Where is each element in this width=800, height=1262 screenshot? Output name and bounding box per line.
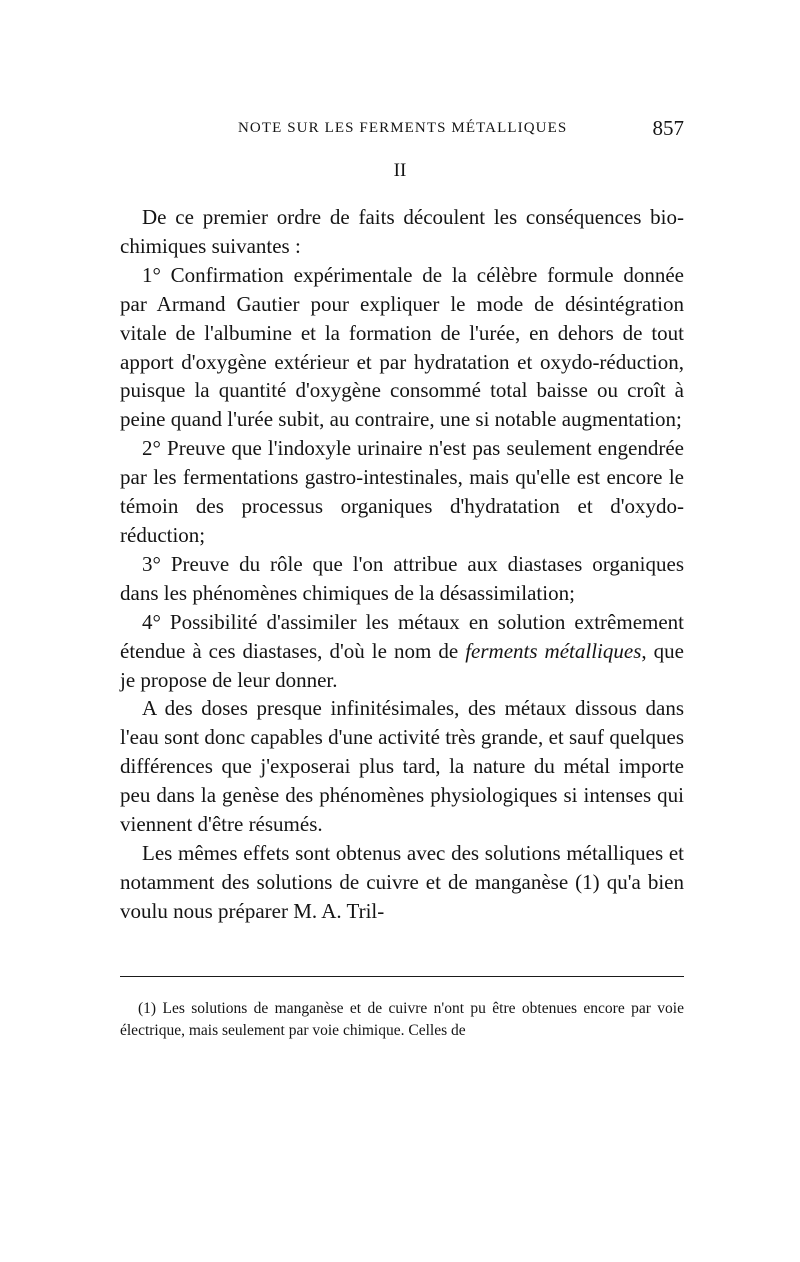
item-4-text-end: , que je propose de leur donner.: [120, 638, 684, 692]
item-4-italic-term: ferments métalliques: [465, 638, 642, 663]
footnote: (1) Les solutions de manganèse et de cuivre n'ont pu être obtenues encore par voie électrique, mais seulement par voie chimique. Celles de: [120, 1000, 684, 1039]
page-number: 857: [652, 116, 684, 140]
paragraph-item-3: 3° Preuve du rôle que l'on attribue aux diastases organiques dans les phénomènes chimiques de la désassimilation;: [120, 551, 684, 605]
paragraph-doses: A des doses presque infinitésimales, des métaux dissous dans l'eau sont donc capables d'une activité très grande, et sauf quelques différences que j'exposerai plus tard, la nature du métal importe peu dans la genèse des phénomènes physiologiques si intenses qui viennent d'être résumés.: [120, 696, 684, 837]
paragraph-item-1: 1° Confirmation expérimentale de la célèbre formule donnée par Armand Gautier pour expliquer le mode de désintégration vitale de l'albumine et la formation de l'urée, en dehors de tout apport d'oxygène extérieur et par hydratation et oxydo-réduction, puisque la quantité d'oxygène consommé total baisse ou croît à peine quand l'urée subit, au contraire, une si notable augmentation;: [120, 262, 684, 432]
running-head: [120, 116, 684, 142]
footnote-rule: [120, 976, 684, 977]
paragraph-effets: Les mêmes effets sont obtenus avec des solutions métalliques et notamment des solutions de cuivre et de manganèse (1) qu'a bien voulu nous préparer M. A. Tril-: [120, 840, 684, 923]
paragraph-item-2: 2° Preuve que l'indoxyle urinaire n'est pas seulement engendrée par les fermentations gastro-intestinales, mais qu'elle est encore le témoin des processus organiques d'hydratation et d'oxydo-réduction;: [120, 436, 684, 547]
paragraph-item-4: [120, 608, 684, 695]
running-title: NOTE SUR LES FERMENTS MÉTALLIQUES: [238, 120, 568, 136]
section-number: II: [393, 160, 407, 181]
body-text: [120, 203, 684, 926]
paragraph-intro: De ce premier ordre de faits découlent les conséquences bio-chimiques suivantes :: [120, 205, 684, 258]
item-4-text-start: 4° Possibilité d'assimiler les métaux en solution extrêmement étendue à ces diastases, d'où le nom de: [120, 609, 684, 663]
